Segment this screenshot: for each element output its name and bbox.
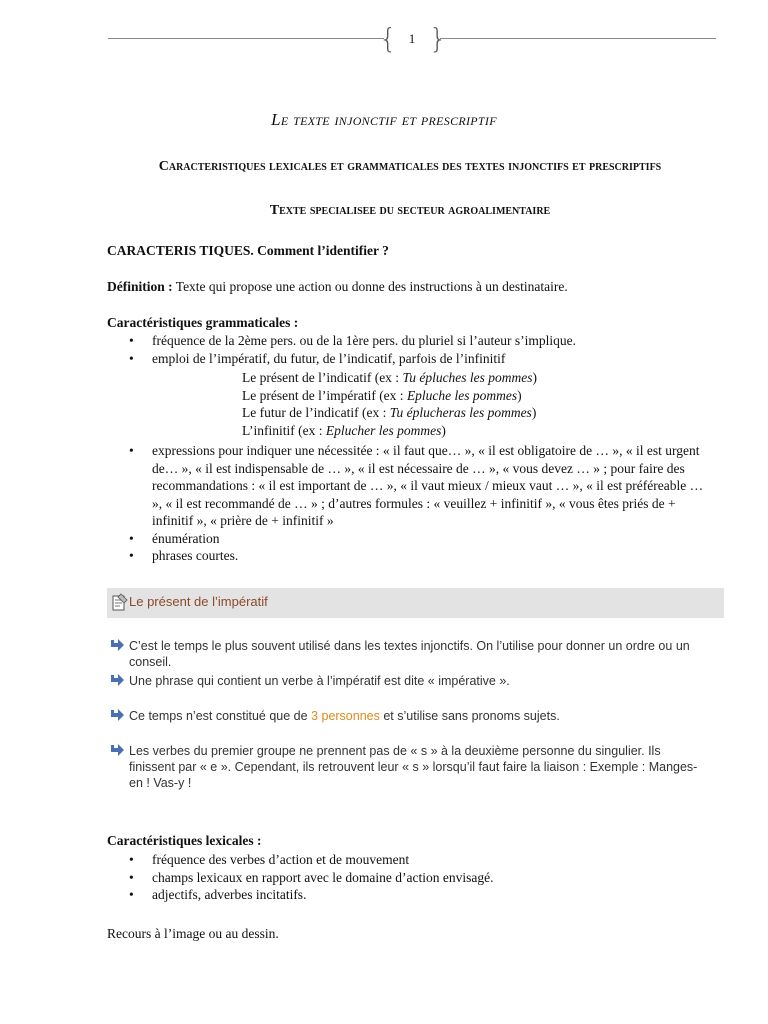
highlight-text: 3 personnes bbox=[311, 709, 380, 723]
tense-example: Le présent de l’indicatif (ex : Tu épluches les pommes) bbox=[242, 370, 538, 385]
panel-item bbox=[109, 673, 709, 689]
header-rule-right bbox=[440, 38, 716, 39]
expressions-list bbox=[107, 442, 707, 565]
list-item: • expressions pour indiquer une nécessitée : « il faut que… », « il est obligatoire de … », « il est urgent de… », « il est indispensable de … », « il est nécessaire de … », « vous devez … » ; pour faire des recommandations : « il est important de … », « il vaut mieux / mieux vaut … », « il est préféreable … », « il est recommandé de … » ; d’autres formules : « veuillez + infinitif », « vous êtes priés de + infinitif », « prière de + infinitif » bbox=[107, 442, 707, 530]
panel-item-text: C’est le temps le plus souvent utilisé dans les textes injonctifs. On l’utilise pour donner un ordre ou un conseil. bbox=[129, 639, 690, 669]
list-item: • phrases courtes. bbox=[107, 547, 707, 565]
subtitle-line-2 bbox=[100, 201, 720, 221]
definition-text: Texte qui propose une action ou donne des instructions à un destinataire. bbox=[175, 279, 568, 294]
panel-item bbox=[109, 743, 709, 791]
arrow-right-icon bbox=[109, 674, 125, 688]
tense-example: L’infinitif (ex : Eplucher les pommes) bbox=[242, 422, 446, 438]
tense-example: Le futur de l’indicatif (ex : Tu éplucheras les pommes) bbox=[242, 405, 537, 420]
page-number: 1 bbox=[408, 31, 416, 46]
subtitle-line-1 bbox=[100, 157, 720, 177]
grammar-list bbox=[107, 332, 717, 367]
panel-item-text: Les verbes du premier groupe ne prennent pas de « s » à la deuxième personne du singulier. Ils finissent par « e ». Cependant, ils retrouvent leur « s » lorsqu’il faut faire la liaison : Exemple : Manges-en ! Vas-y ! bbox=[129, 744, 698, 790]
subtitle-text-1: Caracteristiques lexicales et grammaticales des textes injonctifs et prescriptifs bbox=[158, 159, 662, 174]
header-rule-left bbox=[108, 38, 384, 39]
panel-item-text: Une phrase qui contient un verbe à l’impératif est dite « impérative ». bbox=[129, 674, 510, 688]
left-brace-icon: { bbox=[379, 22, 397, 55]
lexical-list bbox=[107, 851, 717, 904]
list-item: • adjectifs, adverbes incitatifs. bbox=[107, 886, 717, 904]
arrow-right-icon bbox=[109, 744, 125, 758]
arrow-right-icon bbox=[109, 709, 125, 723]
section-heading bbox=[107, 242, 389, 260]
list-item: • champs lexicaux en rapport avec le domaine d’action envisagé. bbox=[107, 869, 717, 887]
panel-title: Le présent de l’impératif bbox=[129, 594, 268, 609]
subtitle-text-2: Texte specialisee du secteur agroalimentaire bbox=[269, 203, 551, 218]
right-brace-icon: } bbox=[429, 22, 447, 55]
tense-examples bbox=[242, 369, 537, 439]
section-label: CARACTERIS TIQUES. bbox=[107, 243, 254, 258]
lexical-heading: Caractéristiques lexicales : bbox=[107, 833, 262, 848]
list-item: • énumération bbox=[107, 530, 707, 548]
list-item: • fréquence de la 2ème pers. ou de la 1ère pers. du pluriel si l’auteur s’implique. bbox=[107, 332, 717, 350]
panel-item bbox=[109, 638, 709, 670]
footer-text: Recours à l’image ou au dessin. bbox=[107, 926, 279, 941]
definition bbox=[107, 278, 568, 296]
panel-item-text: Ce temps n’est constitué que de 3 personnes et s’utilise sans pronoms sujets. bbox=[129, 709, 560, 723]
arrow-right-icon bbox=[109, 639, 125, 653]
definition-label: Définition : bbox=[107, 279, 173, 294]
grammar-heading: Caractéristiques grammaticales : bbox=[107, 315, 299, 330]
section-question: Comment l’identifier ? bbox=[257, 243, 389, 258]
tense-example: Le présent de l’impératif (ex : Epluche les pommes) bbox=[242, 387, 522, 403]
list-item: • emploi de l’impératif, du futur, de l’indicatif, parfois de l’infinitif bbox=[107, 350, 717, 368]
document-title: Le texte injonctif et prescriptif bbox=[271, 110, 497, 129]
list-item: • fréquence des verbes d’action et de mouvement bbox=[107, 851, 717, 869]
imperative-panel-header bbox=[107, 588, 724, 618]
panel-item bbox=[109, 708, 709, 724]
note-pencil-icon bbox=[111, 592, 129, 612]
